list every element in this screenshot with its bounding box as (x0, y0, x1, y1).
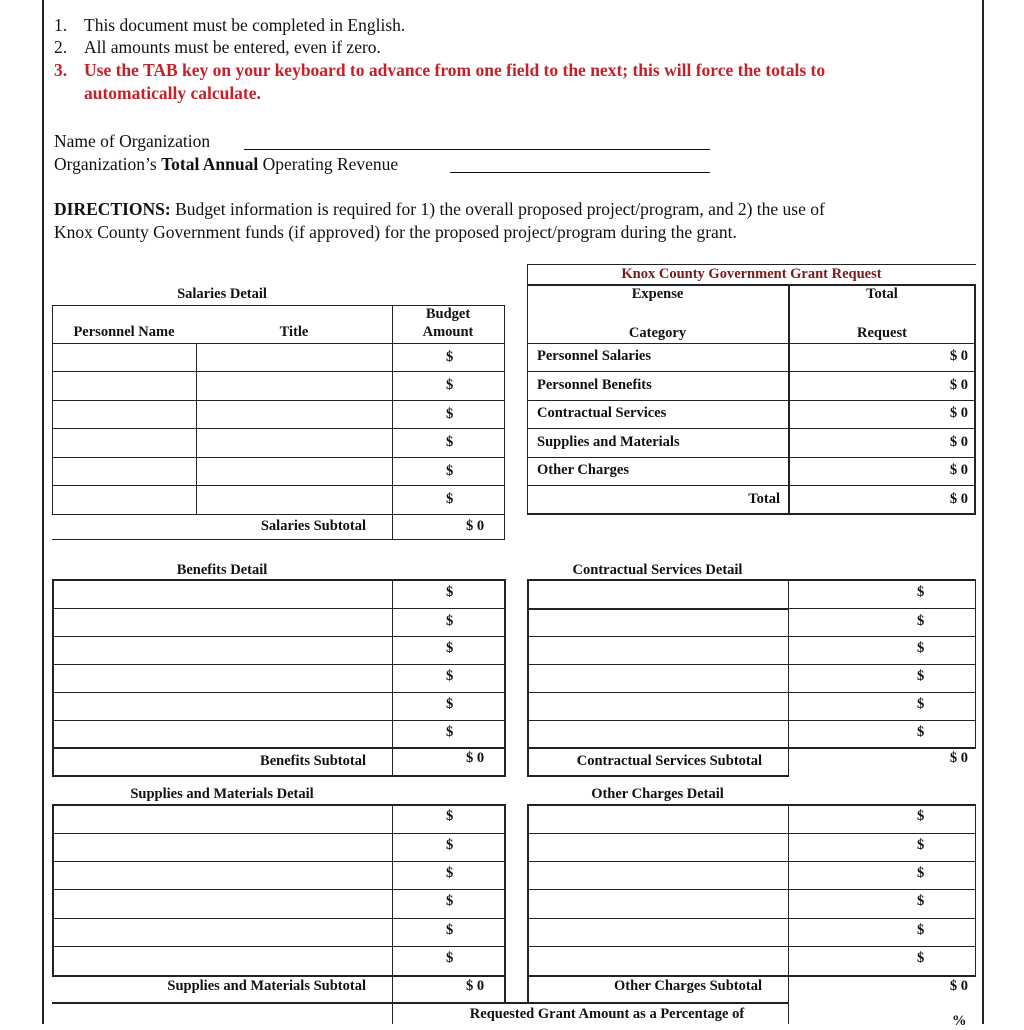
other-charges-detail-title: Other Charges Detail (591, 786, 724, 802)
instruction-1: 1. This document must be completed in English. (54, 15, 406, 35)
grant-col-category: Category (628, 325, 687, 341)
other-row-2-dollar[interactable]: $ (917, 837, 925, 853)
other-row-3-dollar[interactable]: $ (917, 865, 925, 881)
supplies-row-3-dollar[interactable]: $ (446, 865, 454, 881)
benefits-row-4-dollar[interactable]: $ (446, 668, 454, 684)
salaries-col-personnel-name: Personnel Name (73, 324, 175, 340)
grant-row-personnel-salaries-value: $ 0 (949, 348, 968, 364)
benefits-row-1-dollar[interactable]: $ (446, 584, 454, 600)
other-subtotal-label: Other Charges Subtotal (614, 978, 762, 994)
contractual-detail-title: Contractual Services Detail (572, 562, 743, 578)
salaries-subtotal-value: $ 0 (466, 518, 485, 534)
other-row-5-dollar[interactable]: $ (917, 922, 925, 938)
grant-row-supplies-materials-value: $ 0 (949, 434, 968, 450)
other-row-6-dollar[interactable]: $ (917, 950, 925, 966)
contractual-row-1-dollar[interactable]: $ (917, 584, 925, 600)
contractual-row-2-dollar[interactable]: $ (917, 613, 925, 629)
salaries-row-5-dollar[interactable]: $ (446, 463, 454, 479)
salaries-col-title: Title (279, 324, 309, 340)
org-name-field[interactable] (244, 149, 710, 150)
grant-col-total: Total (866, 286, 898, 302)
contractual-row-3-dollar[interactable]: $ (917, 640, 925, 656)
grant-row-other-charges-value: $ 0 (949, 462, 968, 478)
benefits-row-2-dollar[interactable]: $ (446, 613, 454, 629)
supplies-row-5-dollar[interactable]: $ (446, 922, 454, 938)
grant-row-personnel-benefits-value: $ 0 (949, 377, 968, 393)
salaries-detail-title: Salaries Detail (177, 286, 267, 302)
benefits-row-6-dollar[interactable]: $ (446, 724, 454, 740)
other-row-4-dollar[interactable]: $ (917, 893, 925, 909)
benefits-subtotal-value: $ 0 (466, 750, 485, 766)
benefits-detail-title: Benefits Detail (176, 562, 268, 578)
grant-row-supplies-materials: Supplies and Materials (537, 434, 680, 450)
salaries-row-6-dollar[interactable]: $ (446, 491, 454, 507)
contractual-row-4-dollar[interactable]: $ (917, 668, 925, 684)
supplies-row-2-dollar[interactable]: $ (446, 837, 454, 853)
supplies-row-1-dollar[interactable]: $ (446, 808, 454, 824)
benefits-row-5-dollar[interactable]: $ (446, 696, 454, 712)
grant-col-request: Request (857, 325, 907, 341)
benefits-row-3-dollar[interactable]: $ (446, 640, 454, 656)
salaries-row-4-dollar[interactable]: $ (446, 434, 454, 450)
contractual-row-6-dollar[interactable]: $ (917, 724, 925, 740)
supplies-detail-title: Supplies and Materials Detail (130, 786, 314, 802)
directions-line-1: DIRECTIONS: Budget information is required for 1) the overall proposed project/program, and 2) the use of (54, 199, 825, 219)
supplies-subtotal-value: $ 0 (466, 978, 485, 994)
org-name-label: Name of Organization (54, 131, 211, 151)
grant-row-other-charges: Other Charges (537, 462, 629, 478)
grant-total-value: $ 0 (949, 491, 968, 507)
supplies-subtotal-label: Supplies and Materials Subtotal (167, 978, 366, 994)
instruction-2: 2. All amounts must be entered, even if zero. (54, 37, 381, 57)
grant-request-title: Knox County Government Grant Request (621, 266, 882, 282)
salaries-row-3-dollar[interactable]: $ (446, 406, 454, 422)
supplies-row-6-dollar[interactable]: $ (446, 950, 454, 966)
page-border-right (982, 0, 984, 1024)
page-border-left (42, 0, 44, 1024)
grant-row-personnel-benefits: Personnel Benefits (537, 377, 652, 393)
requested-grant-percentage-label: Requested Grant Amount as a Percentage of (469, 1006, 745, 1022)
grant-row-contractual-services: Contractual Services (537, 405, 667, 421)
salaries-subtotal-label: Salaries Subtotal (260, 518, 366, 534)
org-revenue-label: Organization’s Total Annual Operating Revenue (54, 154, 399, 174)
salaries-row-1-dollar[interactable]: $ (446, 349, 454, 365)
instruction-3: 3. Use the TAB key on your keyboard to advance from one field to the next; this will force the totals to (54, 60, 826, 80)
contractual-row-5-dollar[interactable]: $ (917, 696, 925, 712)
benefits-subtotal-label: Benefits Subtotal (260, 753, 366, 769)
grant-row-personnel-salaries: Personnel Salaries (537, 348, 651, 364)
salaries-col-amount: Amount (422, 324, 474, 340)
grant-total-label: Total (748, 491, 780, 507)
grant-col-expense: Expense (631, 286, 684, 302)
salaries-col-budget: Budget (425, 306, 471, 322)
org-revenue-field[interactable] (450, 172, 710, 173)
supplies-row-4-dollar[interactable]: $ (446, 893, 454, 909)
contractual-subtotal-value: $ 0 (949, 750, 968, 766)
directions-line-2: Knox County Government funds (if approved) for the proposed project/program during the grant. (54, 222, 737, 242)
instruction-3-continued: automatically calculate. (84, 83, 261, 103)
contractual-subtotal-label: Contractual Services Subtotal (576, 753, 762, 769)
salaries-row-2-dollar[interactable]: $ (446, 377, 454, 393)
other-subtotal-value: $ 0 (949, 978, 968, 994)
grant-row-contractual-services-value: $ 0 (949, 405, 968, 421)
other-row-1-dollar[interactable]: $ (917, 808, 925, 824)
requested-grant-percentage-sign: % (952, 1013, 967, 1029)
